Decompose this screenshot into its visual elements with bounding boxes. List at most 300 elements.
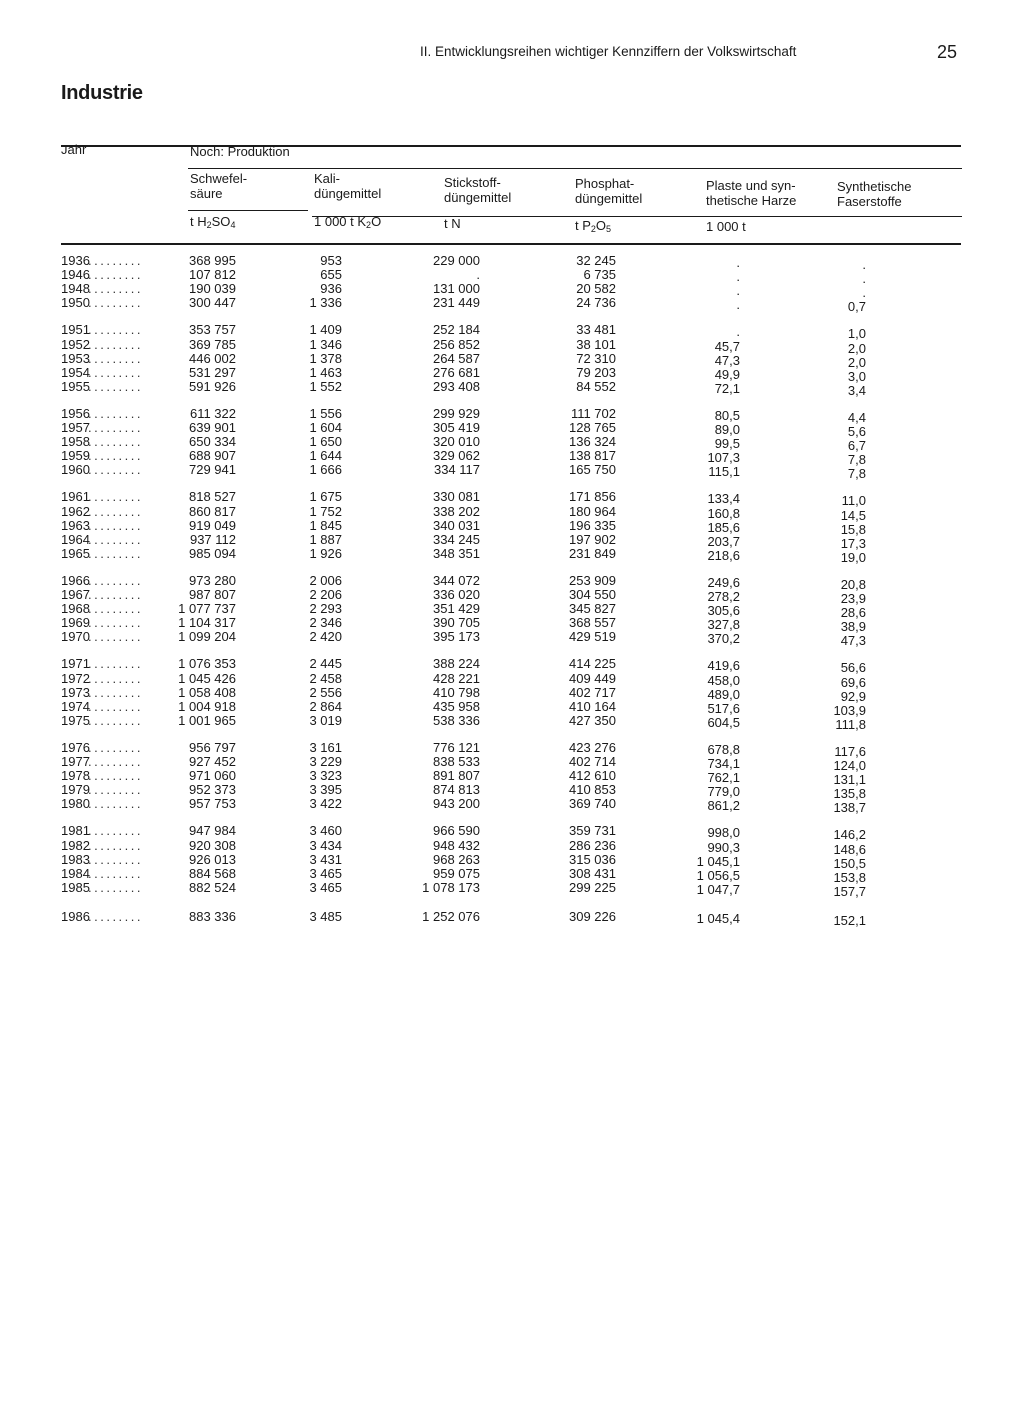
year-cell: 1964: [61, 531, 90, 547]
header-bottom-rule: [61, 243, 961, 245]
value-nitrogen: 320 010: [433, 434, 480, 450]
dot-leader: .........: [88, 837, 144, 853]
value-potash: 3 019: [309, 712, 342, 728]
value-nitrogen: 776 121: [433, 739, 480, 755]
year-cell: 1972: [61, 670, 90, 686]
value-nitrogen: 395 173: [433, 629, 480, 645]
value-sulfuric-acid: 650 334: [189, 434, 236, 450]
value-phosphate: 402 714: [569, 754, 616, 769]
value-plastics: 72,1: [714, 380, 740, 396]
col-header-potash: Kali- düngemittel: [314, 171, 382, 201]
value-potash: 3 229: [309, 754, 342, 769]
value-phosphate: 33 481: [576, 322, 616, 338]
table-row: [0, 629, 1024, 649]
value-phosphate: 429 519: [569, 629, 616, 645]
table-row: [0, 572, 1024, 592]
dot-leader: .........: [88, 378, 144, 394]
value-synthetic-fibres: 7,8: [847, 452, 866, 468]
value-nitrogen: 334 117: [433, 462, 480, 478]
table-row: [0, 253, 1024, 272]
value-potash: 2 293: [309, 601, 342, 617]
table-row: [0, 545, 1024, 565]
unit-potash: 1 000 t $K_2O$: [314, 214, 382, 230]
year-cell: 1955: [61, 378, 90, 394]
value-synthetic-fibres: 0,7: [847, 299, 866, 315]
value-synthetic-fibres: 2,0: [847, 340, 866, 356]
value-sulfuric-acid: 591 926: [189, 378, 236, 394]
value-synthetic-fibres: 153,8: [833, 869, 866, 885]
value-potash: 1 378: [309, 350, 342, 366]
value-nitrogen: 340 031: [433, 517, 480, 533]
value-plastics: 1 045,4: [696, 910, 740, 926]
table-row: [0, 350, 1024, 370]
value-potash: 3 431: [309, 851, 342, 867]
value-nitrogen: 256 852: [433, 336, 480, 352]
value-plastics: 305,6: [707, 603, 740, 619]
year-cell: 1980: [61, 796, 90, 812]
unit-nitrogen: t N: [444, 216, 461, 231]
value-synthetic-fibres: 17,3: [840, 535, 866, 551]
value-potash: 953: [320, 253, 342, 268]
value-phosphate: 359 731: [569, 823, 616, 839]
value-potash: 1 644: [309, 448, 342, 464]
table-row: [0, 739, 1024, 759]
year-cell: 1970: [61, 629, 90, 645]
value-plastics: 489,0: [707, 686, 740, 702]
value-potash: 1 346: [309, 336, 342, 352]
value-sulfuric-acid: 947 984: [189, 823, 236, 839]
value-potash: 1 409: [309, 322, 342, 338]
value-nitrogen: 1 252 076: [422, 908, 480, 924]
year-cell: 1978: [61, 768, 90, 784]
value-synthetic-fibres: 131,1: [833, 772, 866, 788]
value-plastics: 861,2: [707, 798, 740, 814]
value-nitrogen: 334 245: [433, 531, 480, 547]
page-number: 25: [937, 42, 958, 62]
year-cell: 1965: [61, 545, 90, 561]
value-sulfuric-acid: 190 039: [189, 281, 236, 297]
value-phosphate: 369 740: [569, 796, 616, 812]
table-row: [0, 295, 1024, 315]
group-header-rule: [188, 168, 962, 169]
table-row: [0, 378, 1024, 398]
dot-leader: .........: [88, 503, 144, 519]
value-plastics: 458,0: [707, 672, 740, 688]
value-plastics: 115,1: [708, 464, 740, 480]
value-synthetic-fibres: 117,6: [834, 743, 866, 759]
dot-leader: .........: [88, 823, 144, 839]
value-plastics: 160,8: [707, 505, 740, 521]
table-row: [0, 322, 1024, 342]
table-row: [0, 782, 1024, 802]
value-synthetic-fibres: 28,6: [840, 605, 866, 621]
unit-rule-cols: [312, 216, 962, 217]
unit-sulfuric-acid: t $H_2SO_4$: [190, 214, 236, 230]
table-row: [0, 865, 1024, 885]
value-potash: 2 445: [309, 656, 342, 672]
dot-leader: .........: [88, 572, 144, 588]
value-potash: 1 666: [309, 462, 342, 478]
value-sulfuric-acid: 956 797: [189, 739, 236, 755]
value-phosphate: 111 702: [570, 405, 616, 421]
value-sulfuric-acid: 860 817: [189, 503, 236, 519]
value-plastics: .: [736, 269, 740, 285]
value-plastics: 249,6: [707, 574, 740, 590]
unit-rule-col1: [188, 210, 308, 211]
value-nitrogen: 131 000: [433, 281, 480, 297]
value-sulfuric-acid: 952 373: [189, 782, 236, 798]
value-potash: 655: [320, 267, 342, 283]
dot-leader: .........: [88, 322, 144, 338]
table-row: [0, 837, 1024, 857]
value-sulfuric-acid: 446 002: [189, 350, 236, 366]
table-row: [0, 851, 1024, 871]
year-cell: 1969: [61, 615, 90, 631]
value-sulfuric-acid: 107 812: [189, 267, 236, 283]
value-synthetic-fibres: 138,7: [833, 800, 866, 816]
value-nitrogen: 276 681: [433, 364, 480, 380]
value-synthetic-fibres: 124,0: [833, 758, 866, 773]
table-row: [0, 712, 1024, 732]
value-potash: 3 485: [309, 908, 342, 924]
year-cell: 1950: [61, 295, 90, 311]
value-synthetic-fibres: 111,8: [835, 716, 866, 732]
value-nitrogen: 968 263: [433, 851, 480, 867]
value-synthetic-fibres: 14,5: [840, 507, 866, 523]
value-phosphate: 84 552: [576, 378, 616, 394]
value-phosphate: 136 324: [569, 434, 616, 450]
value-phosphate: 165 750: [569, 462, 616, 478]
table-row: [0, 879, 1024, 899]
value-plastics: 1 047,7: [696, 881, 740, 897]
value-sulfuric-acid: 531 297: [189, 364, 236, 380]
year-cell: 1956: [61, 405, 90, 421]
section-title: Industrie: [61, 82, 143, 104]
value-nitrogen: 959 075: [433, 865, 480, 881]
value-synthetic-fibres: 19,0: [840, 549, 866, 565]
value-nitrogen: 410 798: [433, 684, 480, 700]
value-synthetic-fibres: 69,6: [840, 674, 866, 690]
value-plastics: 678,8: [707, 741, 740, 757]
value-sulfuric-acid: 611 322: [189, 405, 236, 421]
dot-leader: .........: [88, 768, 144, 784]
value-synthetic-fibres: 38,9: [840, 619, 866, 635]
value-potash: 936: [320, 281, 342, 297]
value-phosphate: 309 226: [569, 908, 616, 924]
table-row: [0, 698, 1024, 718]
value-sulfuric-acid: 973 280: [189, 572, 236, 588]
value-plastics: 185,6: [707, 519, 740, 535]
value-plastics: .: [736, 297, 740, 313]
year-cell: 1957: [61, 420, 90, 435]
dot-leader: .........: [88, 336, 144, 352]
value-sulfuric-acid: 300 447: [189, 295, 236, 311]
value-phosphate: 128 765: [569, 420, 616, 435]
dot-leader: .........: [88, 656, 144, 672]
value-sulfuric-acid: 688 907: [189, 448, 236, 464]
value-nitrogen: 336 020: [433, 587, 480, 602]
value-nitrogen: 231 449: [433, 295, 480, 311]
table-row: [0, 489, 1024, 509]
value-plastics: 734,1: [707, 756, 740, 771]
dot-leader: .........: [88, 865, 144, 881]
value-plastics: 1 056,5: [696, 867, 740, 883]
table-row: [0, 587, 1024, 606]
value-potash: 1 556: [309, 405, 342, 421]
value-phosphate: 299 225: [569, 879, 616, 895]
value-nitrogen: 428 221: [433, 670, 480, 686]
table-row: [0, 684, 1024, 704]
value-phosphate: 6 735: [583, 267, 616, 283]
value-potash: 2 006: [309, 572, 342, 588]
value-potash: 1 552: [309, 378, 342, 394]
value-potash: 3 465: [309, 879, 342, 895]
value-plastics: 762,1: [707, 770, 740, 786]
dot-leader: .........: [88, 448, 144, 464]
value-potash: 3 422: [309, 796, 342, 812]
value-synthetic-fibres: 47,3: [840, 633, 866, 649]
value-synthetic-fibres: 2,0: [847, 354, 866, 370]
table-row: [0, 823, 1024, 843]
value-nitrogen: .: [476, 267, 480, 283]
value-phosphate: 138 817: [569, 448, 616, 464]
dot-leader: .........: [88, 364, 144, 380]
value-sulfuric-acid: 729 941: [189, 462, 236, 478]
table-row: [0, 531, 1024, 551]
value-phosphate: 24 736: [576, 295, 616, 311]
dot-leader: .........: [88, 489, 144, 505]
value-phosphate: 171 856: [569, 489, 616, 505]
year-cell: 1962: [61, 503, 90, 519]
value-plastics: 203,7: [707, 533, 740, 549]
value-potash: 3 460: [309, 823, 342, 839]
value-phosphate: 38 101: [576, 336, 616, 352]
value-potash: 2 864: [309, 698, 342, 714]
value-phosphate: 409 449: [569, 670, 616, 686]
year-cell: 1971: [61, 656, 90, 672]
table-row: [0, 615, 1024, 635]
table-row: [0, 434, 1024, 454]
value-plastics: .: [736, 324, 740, 340]
value-sulfuric-acid: 1 045 426: [178, 670, 236, 686]
value-potash: 1 463: [309, 364, 342, 380]
year-cell: 1958: [61, 434, 90, 450]
dot-leader: .........: [88, 670, 144, 686]
year-cell: 1986: [61, 908, 90, 924]
value-plastics: 604,5: [707, 714, 740, 730]
dot-leader: .........: [88, 517, 144, 533]
value-phosphate: 402 717: [569, 684, 616, 700]
value-sulfuric-acid: 1 104 317: [178, 615, 236, 631]
value-synthetic-fibres: 146,2: [833, 827, 866, 843]
value-synthetic-fibres: .: [862, 285, 866, 301]
value-plastics: 49,9: [714, 366, 740, 382]
dot-leader: .........: [88, 684, 144, 700]
value-potash: 2 346: [309, 615, 342, 631]
year-cell: 1974: [61, 698, 90, 714]
year-cell: 1961: [61, 489, 90, 505]
table-row: [0, 448, 1024, 468]
value-phosphate: 304 550: [569, 587, 616, 602]
value-sulfuric-acid: 985 094: [189, 545, 236, 561]
dot-leader: .........: [88, 851, 144, 867]
value-phosphate: 197 902: [569, 531, 616, 547]
dot-leader: .........: [88, 796, 144, 812]
year-cell: 1975: [61, 712, 90, 728]
dot-leader: .........: [88, 587, 144, 602]
value-phosphate: 423 276: [569, 739, 616, 755]
dot-leader: .........: [88, 420, 144, 435]
value-sulfuric-acid: 818 527: [189, 489, 236, 505]
year-cell: 1973: [61, 684, 90, 700]
dot-leader: .........: [88, 281, 144, 297]
table-row: [0, 364, 1024, 384]
dot-leader: .........: [88, 739, 144, 755]
value-plastics: 327,8: [707, 617, 740, 633]
value-synthetic-fibres: 11,0: [841, 493, 866, 509]
value-sulfuric-acid: 883 336: [189, 908, 236, 924]
value-synthetic-fibres: 148,6: [833, 841, 866, 857]
dot-leader: .........: [88, 295, 144, 311]
value-sulfuric-acid: 926 013: [189, 851, 236, 867]
value-sulfuric-acid: 920 308: [189, 837, 236, 853]
year-cell: 1983: [61, 851, 90, 867]
value-potash: 2 420: [309, 629, 342, 645]
value-plastics: 107,3: [707, 450, 740, 466]
dot-leader: .........: [88, 879, 144, 895]
value-potash: 3 161: [309, 739, 342, 755]
year-cell: 1979: [61, 782, 90, 798]
value-nitrogen: 948 432: [433, 837, 480, 853]
value-sulfuric-acid: 639 901: [189, 420, 236, 435]
value-phosphate: 79 203: [576, 364, 616, 380]
table-row: [0, 336, 1024, 356]
value-synthetic-fibres: 1,0: [847, 326, 866, 342]
value-phosphate: 253 909: [569, 572, 616, 588]
value-potash: 1 845: [309, 517, 342, 533]
value-sulfuric-acid: 1 076 353: [178, 656, 236, 672]
dot-leader: .........: [88, 462, 144, 478]
table-row: [0, 908, 1024, 928]
year-cell: 1952: [61, 336, 90, 352]
value-potash: 2 458: [309, 670, 342, 686]
dot-leader: .........: [88, 908, 144, 924]
value-sulfuric-acid: 987 807: [189, 587, 236, 602]
year-cell: 1946: [61, 267, 90, 283]
value-synthetic-fibres: 4,4: [847, 409, 866, 425]
year-cell: 1953: [61, 350, 90, 366]
value-synthetic-fibres: 135,8: [833, 786, 866, 802]
value-synthetic-fibres: 152,1: [833, 912, 866, 928]
value-plastics: .: [736, 283, 740, 299]
col-header-nitrogen: Stickstoff- düngemittel: [444, 175, 512, 205]
value-phosphate: 308 431: [569, 865, 616, 881]
table-row: [0, 267, 1024, 287]
value-potash: 1 887: [309, 531, 342, 547]
year-cell: 1981: [61, 823, 90, 839]
value-sulfuric-acid: 353 757: [189, 322, 236, 338]
value-potash: 2 556: [309, 684, 342, 700]
value-plastics: 47,3: [714, 352, 740, 368]
value-synthetic-fibres: 7,8: [847, 466, 866, 482]
table-row: [0, 420, 1024, 439]
unit-plastics: 1 000 t: [706, 219, 746, 234]
col-header-synthetic-fibres: Synthetische Faserstoffe: [837, 179, 912, 209]
value-nitrogen: 329 062: [433, 448, 480, 464]
value-sulfuric-acid: 368 995: [189, 253, 236, 268]
dot-leader: .........: [88, 253, 144, 268]
dot-leader: .........: [88, 531, 144, 547]
table-row: [0, 754, 1024, 773]
value-phosphate: 180 964: [569, 503, 616, 519]
value-plastics: 45,7: [714, 338, 740, 354]
dot-leader: .........: [88, 754, 144, 769]
value-nitrogen: 351 429: [433, 601, 480, 617]
year-cell: 1966: [61, 572, 90, 588]
value-synthetic-fibres: 157,7: [833, 883, 866, 899]
year-cell: 1951: [61, 322, 90, 338]
value-plastics: 517,6: [707, 700, 740, 716]
value-potash: 1 675: [309, 489, 342, 505]
dot-leader: .........: [88, 545, 144, 561]
value-nitrogen: 390 705: [433, 615, 480, 631]
table-row: [0, 796, 1024, 816]
value-sulfuric-acid: 1 001 965: [178, 712, 236, 728]
value-synthetic-fibres: 3,4: [847, 382, 866, 398]
value-potash: 3 434: [309, 837, 342, 853]
value-plastics: .: [736, 255, 740, 270]
dot-leader: .........: [88, 782, 144, 798]
value-phosphate: 72 310: [576, 350, 616, 366]
value-synthetic-fibres: 5,6: [847, 424, 866, 439]
col-header-phosphate: Phosphat- düngemittel: [575, 176, 643, 206]
value-nitrogen: 338 202: [433, 503, 480, 519]
value-plastics: 1 045,1: [696, 853, 740, 869]
value-nitrogen: 348 351: [433, 545, 480, 561]
value-sulfuric-acid: 884 568: [189, 865, 236, 881]
value-phosphate: 286 236: [569, 837, 616, 853]
value-nitrogen: 838 533: [433, 754, 480, 769]
dot-leader: .........: [88, 601, 144, 617]
dot-leader: .........: [88, 698, 144, 714]
value-sulfuric-acid: 1 004 918: [178, 698, 236, 714]
value-potash: 1 604: [309, 420, 342, 435]
value-nitrogen: 435 958: [433, 698, 480, 714]
value-nitrogen: 305 419: [433, 420, 480, 435]
dot-leader: .........: [88, 712, 144, 728]
value-synthetic-fibres: .: [862, 257, 866, 272]
year-cell: 1948: [61, 281, 90, 297]
value-synthetic-fibres: .: [862, 271, 866, 287]
value-plastics: 133,4: [707, 491, 740, 507]
value-synthetic-fibres: 15,8: [840, 521, 866, 537]
year-cell: 1960: [61, 462, 90, 478]
value-synthetic-fibres: 23,9: [840, 591, 866, 606]
table-row: [0, 281, 1024, 301]
value-nitrogen: 538 336: [433, 712, 480, 728]
value-nitrogen: 874 813: [433, 782, 480, 798]
value-phosphate: 196 335: [569, 517, 616, 533]
value-nitrogen: 1 078 173: [422, 879, 480, 895]
value-sulfuric-acid: 971 060: [189, 768, 236, 784]
value-potash: 3 323: [309, 768, 342, 784]
value-nitrogen: 966 590: [433, 823, 480, 839]
value-phosphate: 368 557: [569, 615, 616, 631]
dot-leader: .........: [88, 350, 144, 366]
value-phosphate: 32 245: [576, 253, 616, 268]
value-nitrogen: 330 081: [433, 489, 480, 505]
value-potash: 2 206: [309, 587, 342, 602]
